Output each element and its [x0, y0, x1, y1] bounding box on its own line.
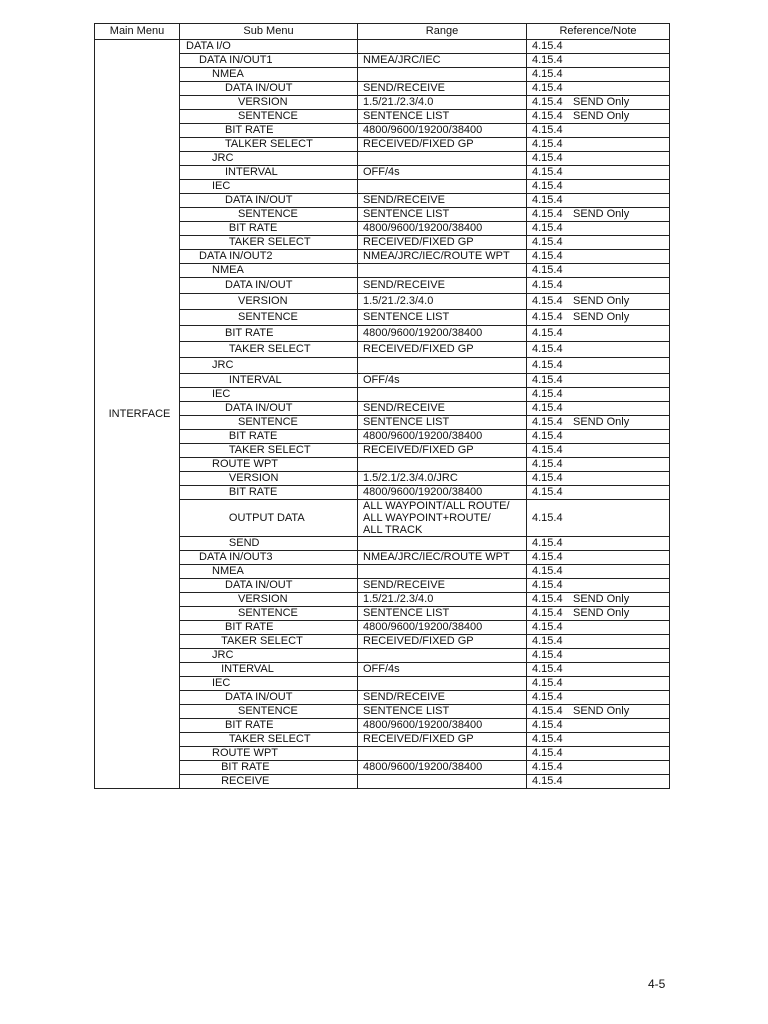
reference-number: 4.15.4 [532, 691, 563, 703]
reference-note: SEND Only [573, 96, 630, 108]
range-cell: 4800/9600/19200/38400 [358, 222, 527, 236]
reference-cell [527, 733, 670, 747]
reference-number: 4.15.4 [532, 124, 563, 136]
reference-cell [527, 96, 670, 110]
sub-menu-cell: VERSION [180, 96, 358, 110]
sub-menu-cell: ROUTE WPT [180, 747, 358, 761]
sub-menu-cell: TAKER SELECT [180, 236, 358, 250]
reference-cell [527, 138, 670, 152]
table-row [95, 358, 670, 374]
table-row [95, 402, 670, 416]
reference-cell [527, 472, 670, 486]
sub-menu-cell: BIT RATE [180, 621, 358, 635]
reference-cell [527, 691, 670, 705]
range-cell: NMEA/JRC/IEC [358, 54, 527, 68]
table-row [95, 747, 670, 761]
reference-number: 4.15.4 [532, 444, 563, 456]
table-row [95, 110, 670, 124]
table-row [95, 96, 670, 110]
table-row [95, 500, 670, 537]
table-row [95, 579, 670, 593]
sub-menu-cell: BIT RATE [180, 486, 358, 500]
reference-cell [527, 458, 670, 472]
reference-number: 4.15.4 [532, 593, 563, 605]
reference-cell [527, 775, 670, 789]
reference-cell [527, 208, 670, 222]
reference-number: 4.15.4 [532, 110, 563, 122]
range-cell: SENTENCE LIST [358, 208, 527, 222]
range-cell: OFF/4s [358, 166, 527, 180]
reference-note: SEND Only [573, 295, 630, 307]
sub-menu-cell: SENTENCE [180, 705, 358, 719]
reference-number: 4.15.4 [532, 359, 563, 371]
table-row [95, 551, 670, 565]
range-line: ALL WAYPOINT/ALL ROUTE/ [363, 500, 510, 512]
sub-menu-cell: INTERVAL [180, 374, 358, 388]
range-cell: RECEIVED/FIXED GP [358, 733, 527, 747]
range-cell [358, 264, 527, 278]
sub-menu-cell: JRC [180, 358, 358, 374]
sub-menu-cell: DATA IN/OUT2 [180, 250, 358, 264]
table-row [95, 733, 670, 747]
reference-note: SEND Only [573, 110, 630, 122]
reference-number: 4.15.4 [532, 208, 563, 220]
table-row [95, 635, 670, 649]
range-cell [358, 775, 527, 789]
range-cell: OFF/4s [358, 374, 527, 388]
reference-number: 4.15.4 [532, 194, 563, 206]
reference-cell [527, 621, 670, 635]
reference-number: 4.15.4 [532, 96, 563, 108]
sub-menu-cell: TAKER SELECT [180, 444, 358, 458]
range-cell: SEND/RECEIVE [358, 579, 527, 593]
table-row [95, 593, 670, 607]
reference-number: 4.15.4 [532, 327, 563, 339]
reference-cell [527, 747, 670, 761]
sub-menu-cell: IEC [180, 388, 358, 402]
sub-menu-cell: SENTENCE [180, 110, 358, 124]
table-row [95, 677, 670, 691]
reference-number: 4.15.4 [532, 236, 563, 248]
reference-cell [527, 444, 670, 458]
sub-menu-cell: SENTENCE [180, 208, 358, 222]
reference-number: 4.15.4 [532, 635, 563, 647]
table-row [95, 663, 670, 677]
table-row [95, 607, 670, 621]
reference-number: 4.15.4 [532, 537, 563, 549]
reference-number: 4.15.4 [532, 607, 563, 619]
range-cell [358, 649, 527, 663]
table-row [95, 719, 670, 733]
sub-menu-cell: VERSION [180, 294, 358, 310]
range-cell: 1.5/21./2.3/4.0 [358, 96, 527, 110]
table-row [95, 374, 670, 388]
reference-number: 4.15.4 [532, 222, 563, 234]
reference-note: SEND Only [573, 607, 630, 619]
sub-menu-cell: DATA IN/OUT3 [180, 551, 358, 565]
page-number: 4-5 [648, 977, 666, 991]
range-cell [358, 565, 527, 579]
reference-note: SEND Only [573, 311, 630, 323]
reference-cell [527, 677, 670, 691]
sub-menu-cell: BIT RATE [180, 761, 358, 775]
table-row [95, 166, 670, 180]
reference-cell [527, 719, 670, 733]
header-sub-menu: Sub Menu [180, 24, 358, 40]
range-cell: 4800/9600/19200/38400 [358, 719, 527, 733]
table-row [95, 388, 670, 402]
reference-cell [527, 551, 670, 565]
range-cell [358, 152, 527, 166]
range-cell: SENTENCE LIST [358, 110, 527, 124]
table-row [95, 458, 670, 472]
range-cell: RECEIVED/FIXED GP [358, 138, 527, 152]
reference-number: 4.15.4 [532, 551, 563, 563]
table-row [95, 124, 670, 138]
sub-menu-cell: VERSION [180, 472, 358, 486]
table-row [95, 222, 670, 236]
reference-cell [527, 705, 670, 719]
range-cell: 4800/9600/19200/38400 [358, 761, 527, 775]
reference-number: 4.15.4 [532, 761, 563, 773]
reference-number: 4.15.4 [532, 663, 563, 675]
reference-cell [527, 250, 670, 264]
reference-number: 4.15.4 [532, 733, 563, 745]
reference-cell [527, 342, 670, 358]
reference-note: SEND Only [573, 705, 630, 717]
range-cell: 4800/9600/19200/38400 [358, 486, 527, 500]
reference-number: 4.15.4 [532, 705, 563, 717]
range-cell: SEND/RECEIVE [358, 691, 527, 705]
sub-menu-cell: DATA IN/OUT [180, 278, 358, 294]
range-cell: OFF/4s [358, 663, 527, 677]
table-row [95, 180, 670, 194]
reference-number: 4.15.4 [532, 430, 563, 442]
reference-cell [527, 358, 670, 374]
reference-cell [527, 486, 670, 500]
reference-note: SEND Only [573, 416, 630, 428]
table-row [95, 430, 670, 444]
table-row [95, 621, 670, 635]
sub-menu-cell: DATA IN/OUT [180, 579, 358, 593]
reference-number: 4.15.4 [532, 295, 563, 307]
reference-cell [527, 54, 670, 68]
sub-menu-cell: SENTENCE [180, 310, 358, 326]
sub-menu-cell: NMEA [180, 565, 358, 579]
range-cell: SENTENCE LIST [358, 416, 527, 430]
header-range: Range [358, 24, 527, 40]
sub-menu-cell: OUTPUT DATA [180, 500, 358, 537]
table-row [95, 54, 670, 68]
table-row [95, 278, 670, 294]
reference-number: 4.15.4 [532, 279, 563, 291]
table-row [95, 82, 670, 96]
reference-number: 4.15.4 [532, 416, 563, 428]
range-cell: 1.5/21./2.3/4.0 [358, 593, 527, 607]
table-row [95, 472, 670, 486]
reference-number: 4.15.4 [532, 747, 563, 759]
range-cell: RECEIVED/FIXED GP [358, 236, 527, 250]
table-row [95, 250, 670, 264]
reference-number: 4.15.4 [532, 472, 563, 484]
range-cell [358, 537, 527, 551]
reference-cell [527, 500, 670, 537]
reference-number: 4.15.4 [532, 343, 563, 355]
main-menu-cell: INTERFACE [95, 40, 180, 789]
reference-cell [527, 194, 670, 208]
range-cell [358, 40, 527, 54]
reference-cell [527, 537, 670, 551]
table-row [95, 68, 670, 82]
sub-menu-cell: IEC [180, 180, 358, 194]
reference-number: 4.15.4 [532, 152, 563, 164]
range-cell: 4800/9600/19200/38400 [358, 124, 527, 138]
reference-cell [527, 402, 670, 416]
reference-cell [527, 416, 670, 430]
reference-number: 4.15.4 [532, 68, 563, 80]
reference-number: 4.15.4 [532, 486, 563, 498]
sub-menu-cell: DATA IN/OUT [180, 402, 358, 416]
reference-number: 4.15.4 [532, 579, 563, 591]
sub-menu-cell: BIT RATE [180, 430, 358, 444]
reference-note: SEND Only [573, 593, 630, 605]
reference-cell [527, 761, 670, 775]
sub-menu-cell: INTERVAL [180, 663, 358, 677]
table-row [95, 416, 670, 430]
table-row [95, 208, 670, 222]
reference-cell [527, 635, 670, 649]
table-row [95, 444, 670, 458]
reference-cell [527, 607, 670, 621]
sub-menu-cell: INTERVAL [180, 166, 358, 180]
table-row [95, 775, 670, 789]
range-cell: 1.5/21./2.3/4.0 [358, 294, 527, 310]
reference-cell [527, 264, 670, 278]
range-cell [358, 388, 527, 402]
table-row [95, 40, 670, 54]
table-row [95, 761, 670, 775]
header-reference-note: Reference/Note [527, 24, 670, 40]
reference-number: 4.15.4 [532, 458, 563, 470]
sub-menu-cell: NMEA [180, 68, 358, 82]
range-cell [358, 358, 527, 374]
reference-cell [527, 110, 670, 124]
range-cell [358, 747, 527, 761]
sub-menu-cell: TALKER SELECT [180, 138, 358, 152]
reference-number: 4.15.4 [532, 82, 563, 94]
sub-menu-cell: RECEIVE [180, 775, 358, 789]
reference-cell [527, 222, 670, 236]
reference-cell [527, 579, 670, 593]
range-cell: 4800/9600/19200/38400 [358, 430, 527, 444]
reference-cell [527, 294, 670, 310]
reference-number: 4.15.4 [532, 511, 563, 524]
sub-menu-cell: DATA IN/OUT [180, 691, 358, 705]
range-cell: SENTENCE LIST [358, 607, 527, 621]
reference-number: 4.15.4 [532, 621, 563, 633]
reference-cell [527, 152, 670, 166]
range-cell: SEND/RECEIVE [358, 194, 527, 208]
header-main-menu: Main Menu [95, 24, 180, 40]
table-row [95, 138, 670, 152]
table-row [95, 310, 670, 326]
table-row [95, 486, 670, 500]
reference-cell [527, 663, 670, 677]
reference-cell [527, 68, 670, 82]
table-row [95, 236, 670, 250]
range-line: ALL TRACK [363, 524, 423, 536]
reference-number: 4.15.4 [532, 54, 563, 66]
table-body [95, 40, 670, 789]
sub-menu-cell: TAKER SELECT [180, 733, 358, 747]
range-line: ALL WAYPOINT+ROUTE/ [363, 512, 491, 524]
range-cell: NMEA/JRC/IEC/ROUTE WPT [358, 250, 527, 264]
range-cell [358, 458, 527, 472]
table-row [95, 326, 670, 342]
reference-number: 4.15.4 [532, 388, 563, 400]
reference-number: 4.15.4 [532, 166, 563, 178]
sub-menu-cell: VERSION [180, 593, 358, 607]
reference-cell [527, 82, 670, 96]
reference-number: 4.15.4 [532, 402, 563, 414]
reference-cell [527, 236, 670, 250]
range-cell: SEND/RECEIVE [358, 278, 527, 294]
sub-menu-cell: ROUTE WPT [180, 458, 358, 472]
range-cell: SEND/RECEIVE [358, 402, 527, 416]
table-row [95, 264, 670, 278]
range-cell: 4800/9600/19200/38400 [358, 621, 527, 635]
reference-number: 4.15.4 [532, 311, 563, 323]
reference-note: SEND Only [573, 208, 630, 220]
sub-menu-cell: SENTENCE [180, 607, 358, 621]
range-cell: RECEIVED/FIXED GP [358, 635, 527, 649]
sub-menu-cell: TAKER SELECT [180, 342, 358, 358]
reference-cell [527, 180, 670, 194]
sub-menu-cell: BIT RATE [180, 719, 358, 733]
reference-number: 4.15.4 [532, 138, 563, 150]
reference-number: 4.15.4 [532, 565, 563, 577]
sub-menu-cell: DATA IN/OUT [180, 82, 358, 96]
sub-menu-cell: SENTENCE [180, 416, 358, 430]
table-row [95, 537, 670, 551]
range-cell [358, 677, 527, 691]
reference-number: 4.15.4 [532, 180, 563, 192]
reference-number: 4.15.4 [532, 775, 563, 787]
range-cell: 4800/9600/19200/38400 [358, 326, 527, 342]
sub-menu-cell: BIT RATE [180, 222, 358, 236]
reference-cell [527, 310, 670, 326]
reference-number: 4.15.4 [532, 250, 563, 262]
sub-menu-cell: BIT RATE [180, 326, 358, 342]
reference-cell [527, 374, 670, 388]
table-row [95, 342, 670, 358]
range-cell [358, 500, 527, 537]
sub-menu-cell: DATA IN/OUT1 [180, 54, 358, 68]
interface-menu-table [94, 23, 670, 789]
reference-cell [527, 124, 670, 138]
sub-menu-cell: JRC [180, 152, 358, 166]
range-cell: RECEIVED/FIXED GP [358, 342, 527, 358]
range-cell [358, 180, 527, 194]
reference-number: 4.15.4 [532, 649, 563, 661]
range-cell: NMEA/JRC/IEC/ROUTE WPT [358, 551, 527, 565]
sub-menu-cell: IEC [180, 677, 358, 691]
table-header-row [95, 24, 670, 40]
sub-menu-cell: TAKER SELECT [180, 635, 358, 649]
sub-menu-cell: JRC [180, 649, 358, 663]
table-row [95, 649, 670, 663]
table-row [95, 705, 670, 719]
reference-cell [527, 166, 670, 180]
reference-cell [527, 430, 670, 444]
range-cell: RECEIVED/FIXED GP [358, 444, 527, 458]
reference-cell [527, 565, 670, 579]
reference-number: 4.15.4 [532, 40, 563, 52]
sub-menu-cell: BIT RATE [180, 124, 358, 138]
range-cell: 1.5/2.1/2.3/4.0/JRC [358, 472, 527, 486]
range-cell: SENTENCE LIST [358, 310, 527, 326]
table-row [95, 565, 670, 579]
reference-cell [527, 326, 670, 342]
sub-menu-cell: DATA I/O [180, 40, 358, 54]
sub-menu-cell: SEND [180, 537, 358, 551]
reference-cell [527, 278, 670, 294]
reference-cell [527, 649, 670, 663]
reference-cell [527, 388, 670, 402]
range-cell [358, 68, 527, 82]
reference-cell [527, 593, 670, 607]
reference-number: 4.15.4 [532, 719, 563, 731]
reference-number: 4.15.4 [532, 677, 563, 689]
reference-number: 4.15.4 [532, 374, 563, 386]
reference-cell [527, 40, 670, 54]
table-row [95, 152, 670, 166]
range-cell: SENTENCE LIST [358, 705, 527, 719]
sub-menu-cell: NMEA [180, 264, 358, 278]
table-row [95, 691, 670, 705]
table-row [95, 194, 670, 208]
reference-number: 4.15.4 [532, 264, 563, 276]
range-cell: SEND/RECEIVE [358, 82, 527, 96]
sub-menu-cell: DATA IN/OUT [180, 194, 358, 208]
table-row [95, 294, 670, 310]
